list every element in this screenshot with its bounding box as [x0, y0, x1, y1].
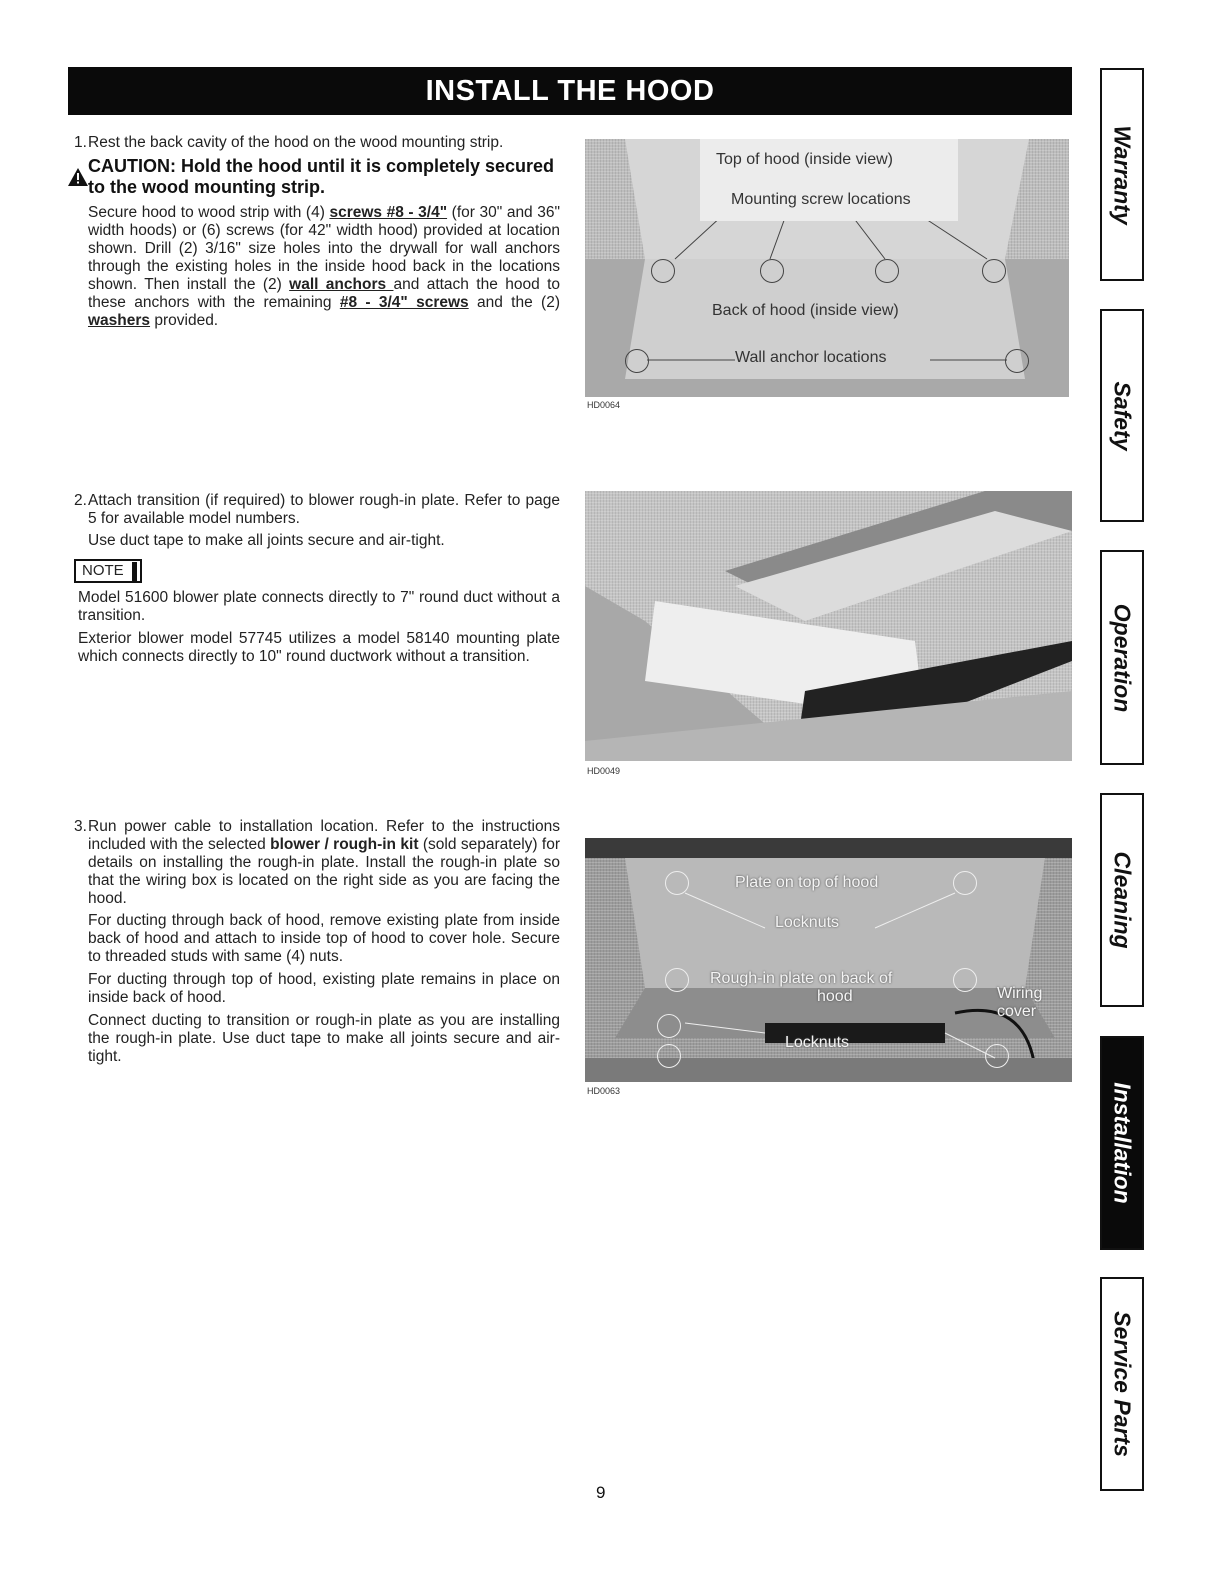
- label-wiring-2: cover: [997, 1003, 1037, 1020]
- figure-transition-photo: [585, 491, 1072, 761]
- screw-circle: [651, 259, 675, 283]
- label-plate-top: Plate on top of hood: [735, 874, 879, 891]
- wall-anchors-spec: wall anchors: [289, 276, 394, 293]
- label-top-of-hood: Top of hood (inside view): [716, 151, 893, 168]
- page-number: 9: [596, 1483, 606, 1502]
- warning-triangle-icon: [68, 168, 88, 186]
- screw-circle: [875, 259, 899, 283]
- figure-1-code: HD0064: [587, 400, 621, 410]
- anchor-circle: [1005, 349, 1029, 373]
- tab-installation[interactable]: Installation: [1100, 1036, 1144, 1250]
- screw-circle: [982, 259, 1006, 283]
- label-wall-anchor: Wall anchor locations: [735, 349, 887, 366]
- locknut-circle: [657, 1014, 681, 1038]
- figure-2-shapes: [585, 491, 1072, 761]
- step-3-lead: 3.Run power cable to installation location. Refer to the instructions included with the selected blower / rough-in kit (sold separately) for details on installing the rough-in plate. Install the rough-in plate so that the wiring box is located on the right side as you are facing the hood.: [74, 818, 561, 907]
- step-1-number: 1.: [74, 134, 87, 151]
- figure-hood-mounting: [585, 139, 1069, 397]
- step-2-body: Use duct tape to make all joints secure and air-tight.: [88, 532, 445, 549]
- step-3-para-1: For ducting through back of hood, remove existing plate from inside back of hood and attach to inside top of hood to cover hole. Secure to threaded studs with same (4) nuts.: [88, 912, 560, 965]
- step-2-number: 2.: [74, 492, 87, 509]
- locknut-circle: [985, 1044, 1009, 1068]
- locknut-circle: [657, 1044, 681, 1068]
- locknut-circle: [665, 968, 689, 992]
- locknut-circle: [953, 968, 977, 992]
- anchor-circle: [625, 349, 649, 373]
- label-locknuts-top: Locknuts: [775, 914, 840, 931]
- screws-spec: screws #8 - 3/4": [329, 204, 448, 221]
- step-3-para-2: For ducting through top of hood, existing plate remains in place on inside back of hood.: [88, 971, 560, 1006]
- step-2: [74, 492, 560, 671]
- figure-2-code: HD0049: [587, 766, 621, 776]
- step-2-lead: 2.Attach transition (if required) to blower rough-in plate. Refer to page 5 for available model numbers.: [74, 492, 560, 527]
- note-text-1: Model 51600 blower plate connects directly to 7" round duct without a transition.: [78, 589, 560, 624]
- step-1-body: Secure hood to wood strip with (4) screws #8 - 3/4" (for 30" and 36" width hoods) or (6) screws (for 42" width hood) provided at location shown. Drill (2) 3/16" size holes into the drywall for wall anchors through the existing holes in the inside hood back in the locations shown. Then install the (2) wall anchors and attach the hood to these anchors with the remaining #8 - 3/4" screws and the (2) washers provided.: [88, 204, 561, 329]
- step-1: [74, 134, 560, 335]
- label-roughin-1: Rough-in plate on back of: [710, 970, 893, 987]
- locknut-circle: [665, 871, 689, 895]
- tab-cleaning[interactable]: Cleaning: [1100, 793, 1144, 1007]
- note-text-2: Exterior blower model 57745 utilizes a model 58140 mounting plate which connects directly to 10" round ductwork without a transition.: [78, 630, 560, 665]
- label-wiring-1: Wiring: [997, 985, 1043, 1002]
- screws-spec-2: #8 - 3/4" screws: [339, 294, 469, 311]
- tab-warranty[interactable]: Warranty: [1100, 68, 1144, 281]
- note-label: NOTE: [74, 559, 142, 583]
- step-3: [74, 818, 560, 1071]
- label-roughin-2: hood: [817, 988, 853, 1005]
- washers-spec: washers: [88, 312, 151, 329]
- locknut-circle: [953, 871, 977, 895]
- page-title: INSTALL THE HOOD: [68, 67, 1072, 115]
- step-3-number: 3.: [74, 818, 87, 835]
- figure-3-code: HD0063: [587, 1086, 621, 1096]
- label-locknuts-bottom: Locknuts: [785, 1034, 850, 1051]
- step-1-lead: 1.Rest the back cavity of the hood on the wood mounting strip.: [74, 134, 504, 151]
- caution-text: CAUTION: Hold the hood until it is completely secured to the wood mounting strip.: [88, 156, 555, 197]
- label-back-of-hood: Back of hood (inside view): [712, 302, 899, 319]
- caution-notice: [70, 156, 560, 198]
- tab-safety[interactable]: Safety: [1100, 309, 1144, 522]
- screw-circle: [760, 259, 784, 283]
- tab-operation[interactable]: Operation: [1100, 550, 1144, 765]
- figure-roughin-plate: [585, 838, 1072, 1082]
- label-mounting-screws: Mounting screw locations: [731, 191, 911, 208]
- tab-service-parts[interactable]: Service Parts: [1100, 1277, 1144, 1491]
- blower-kit-term: blower / rough-in kit: [270, 836, 419, 853]
- step-3-para-3: Connect ducting to transition or rough-in plate as you are installing the rough-in plate. Use duct tape to make all joints secure and air-tight.: [88, 1012, 560, 1065]
